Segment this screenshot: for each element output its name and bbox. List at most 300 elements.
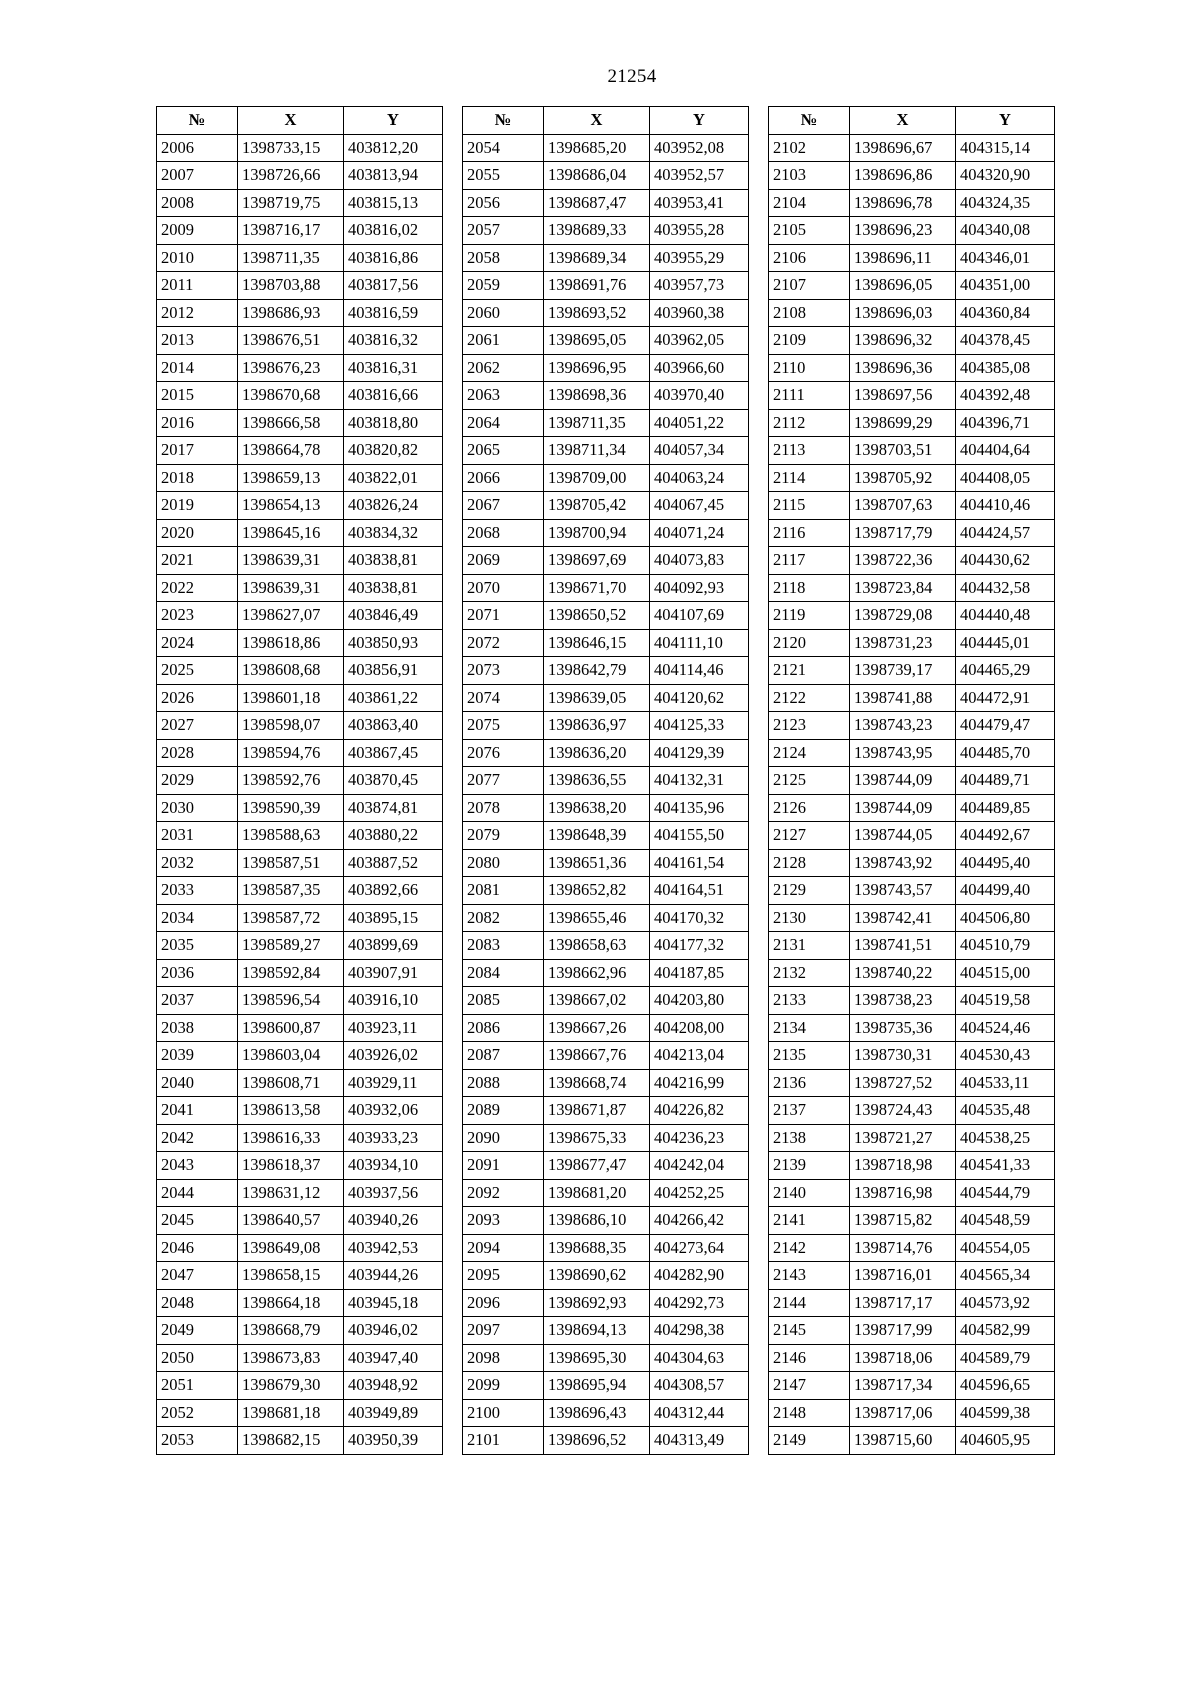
x-coordinate-cell: 1398691,76	[544, 272, 650, 300]
y-coordinate-cell: 404565,34	[956, 1262, 1055, 1290]
y-coordinate-cell: 404346,01	[956, 244, 1055, 272]
table-row	[463, 437, 749, 465]
x-coordinate-cell: 1398735,36	[850, 1014, 956, 1042]
x-coordinate-cell: 1398608,71	[238, 1069, 344, 1097]
y-coordinate-cell: 403944,26	[344, 1262, 443, 1290]
y-coordinate-cell: 403820,82	[344, 437, 443, 465]
y-coordinate-cell: 404499,40	[956, 877, 1055, 905]
table-row	[157, 1097, 443, 1125]
y-coordinate-cell: 403880,22	[344, 822, 443, 850]
y-coordinate-cell: 403895,15	[344, 904, 443, 932]
y-coordinate-cell: 404530,43	[956, 1042, 1055, 1070]
y-coordinate-cell: 403942,53	[344, 1234, 443, 1262]
y-coordinate-cell: 404111,10	[650, 629, 749, 657]
y-coordinate-cell: 404519,58	[956, 987, 1055, 1015]
table-row	[157, 712, 443, 740]
table-row	[769, 1097, 1055, 1125]
x-coordinate-cell: 1398711,35	[544, 409, 650, 437]
y-coordinate-cell: 403816,32	[344, 327, 443, 355]
y-coordinate-cell: 404424,57	[956, 519, 1055, 547]
point-number-cell: 2110	[769, 354, 850, 382]
point-number-cell: 2011	[157, 272, 238, 300]
y-coordinate-cell: 404445,01	[956, 629, 1055, 657]
y-coordinate-cell: 403957,73	[650, 272, 749, 300]
x-coordinate-cell: 1398670,68	[238, 382, 344, 410]
table-row	[463, 1399, 749, 1427]
x-coordinate-cell: 1398639,31	[238, 574, 344, 602]
table-row	[769, 629, 1055, 657]
point-number-cell: 2120	[769, 629, 850, 657]
table-row	[463, 657, 749, 685]
point-number-cell: 2119	[769, 602, 850, 630]
point-number-cell: 2129	[769, 877, 850, 905]
point-number-cell: 2104	[769, 189, 850, 217]
table-row	[769, 162, 1055, 190]
x-coordinate-cell: 1398686,93	[238, 299, 344, 327]
table-row	[157, 519, 443, 547]
y-coordinate-cell: 404129,39	[650, 739, 749, 767]
y-coordinate-cell: 403970,40	[650, 382, 749, 410]
point-number-cell: 2052	[157, 1399, 238, 1427]
point-number-cell: 2051	[157, 1372, 238, 1400]
y-coordinate-cell: 404298,38	[650, 1317, 749, 1345]
x-coordinate-cell: 1398603,04	[238, 1042, 344, 1070]
y-coordinate-cell: 404524,46	[956, 1014, 1055, 1042]
x-coordinate-cell: 1398741,51	[850, 932, 956, 960]
table-row	[769, 712, 1055, 740]
y-coordinate-cell: 403812,20	[344, 134, 443, 162]
point-number-cell: 2049	[157, 1317, 238, 1345]
y-coordinate-cell: 404385,08	[956, 354, 1055, 382]
y-coordinate-cell: 404538,25	[956, 1124, 1055, 1152]
point-number-cell: 2030	[157, 794, 238, 822]
point-number-cell: 2124	[769, 739, 850, 767]
point-number-cell: 2061	[463, 327, 544, 355]
x-coordinate-cell: 1398723,84	[850, 574, 956, 602]
table-row	[157, 987, 443, 1015]
y-coordinate-cell: 404340,08	[956, 217, 1055, 245]
x-coordinate-cell: 1398618,37	[238, 1152, 344, 1180]
table-row	[463, 602, 749, 630]
y-coordinate-cell: 404057,34	[650, 437, 749, 465]
x-coordinate-cell: 1398649,08	[238, 1234, 344, 1262]
x-coordinate-cell: 1398698,36	[544, 382, 650, 410]
point-number-cell: 2138	[769, 1124, 850, 1152]
x-coordinate-cell: 1398724,43	[850, 1097, 956, 1125]
x-coordinate-cell: 1398716,17	[238, 217, 344, 245]
y-coordinate-cell: 404161,54	[650, 849, 749, 877]
y-coordinate-cell: 403952,08	[650, 134, 749, 162]
point-number-cell: 2132	[769, 959, 850, 987]
y-coordinate-cell: 404396,71	[956, 409, 1055, 437]
x-coordinate-cell: 1398596,54	[238, 987, 344, 1015]
point-number-cell: 2097	[463, 1317, 544, 1345]
y-coordinate-cell: 404573,92	[956, 1289, 1055, 1317]
point-number-cell: 2123	[769, 712, 850, 740]
y-coordinate-cell: 403856,91	[344, 657, 443, 685]
table-row	[157, 932, 443, 960]
table-row	[157, 1152, 443, 1180]
x-coordinate-cell: 1398696,36	[850, 354, 956, 382]
y-coordinate-cell: 403962,05	[650, 327, 749, 355]
y-coordinate-cell: 404252,25	[650, 1179, 749, 1207]
point-number-cell: 2109	[769, 327, 850, 355]
x-coordinate-cell: 1398743,95	[850, 739, 956, 767]
x-coordinate-cell: 1398676,51	[238, 327, 344, 355]
y-coordinate-cell: 404544,79	[956, 1179, 1055, 1207]
x-coordinate-cell: 1398717,79	[850, 519, 956, 547]
y-coordinate-cell: 404051,22	[650, 409, 749, 437]
table-row	[769, 272, 1055, 300]
x-coordinate-cell: 1398636,20	[544, 739, 650, 767]
y-coordinate-cell: 403937,56	[344, 1179, 443, 1207]
y-coordinate-cell: 403850,93	[344, 629, 443, 657]
x-coordinate-cell: 1398642,79	[544, 657, 650, 685]
table-row	[769, 1234, 1055, 1262]
table-row	[157, 1207, 443, 1235]
point-number-cell: 2085	[463, 987, 544, 1015]
table-row	[157, 1289, 443, 1317]
table-row	[769, 217, 1055, 245]
table-row	[769, 1262, 1055, 1290]
point-number-cell: 2121	[769, 657, 850, 685]
table-row	[769, 437, 1055, 465]
table-row	[157, 327, 443, 355]
table-row	[463, 492, 749, 520]
table-row	[769, 464, 1055, 492]
table-row	[463, 877, 749, 905]
y-coordinate-cell: 403861,22	[344, 684, 443, 712]
table-row	[157, 382, 443, 410]
point-number-cell: 2139	[769, 1152, 850, 1180]
table-row	[463, 849, 749, 877]
x-coordinate-cell: 1398689,34	[544, 244, 650, 272]
x-coordinate-cell: 1398627,07	[238, 602, 344, 630]
table-row	[769, 1152, 1055, 1180]
point-number-cell: 2028	[157, 739, 238, 767]
y-coordinate-cell: 403813,94	[344, 162, 443, 190]
point-number-cell: 2024	[157, 629, 238, 657]
table-row	[157, 574, 443, 602]
table-row	[769, 1399, 1055, 1427]
y-coordinate-cell: 403817,56	[344, 272, 443, 300]
x-coordinate-cell: 1398743,57	[850, 877, 956, 905]
x-coordinate-cell: 1398711,35	[238, 244, 344, 272]
x-coordinate-cell: 1398717,17	[850, 1289, 956, 1317]
x-coordinate-cell: 1398639,31	[238, 547, 344, 575]
point-number-cell: 2115	[769, 492, 850, 520]
table-row	[157, 162, 443, 190]
table-row	[769, 932, 1055, 960]
table-row	[769, 1372, 1055, 1400]
column-header-x: X	[238, 107, 344, 135]
point-number-cell: 2072	[463, 629, 544, 657]
x-coordinate-cell: 1398711,34	[544, 437, 650, 465]
y-coordinate-cell: 404589,79	[956, 1344, 1055, 1372]
table-row	[157, 354, 443, 382]
y-coordinate-cell: 403929,11	[344, 1069, 443, 1097]
x-coordinate-cell: 1398671,87	[544, 1097, 650, 1125]
point-number-cell: 2095	[463, 1262, 544, 1290]
table-row	[463, 904, 749, 932]
x-coordinate-cell: 1398587,72	[238, 904, 344, 932]
table-row	[157, 684, 443, 712]
column-header-number: №	[769, 107, 850, 135]
point-number-cell: 2080	[463, 849, 544, 877]
table-row	[769, 1207, 1055, 1235]
point-number-cell: 2091	[463, 1152, 544, 1180]
x-coordinate-cell: 1398668,74	[544, 1069, 650, 1097]
x-coordinate-cell: 1398744,09	[850, 767, 956, 795]
x-coordinate-cell: 1398592,76	[238, 767, 344, 795]
table-row	[463, 464, 749, 492]
x-coordinate-cell: 1398616,33	[238, 1124, 344, 1152]
table-row	[157, 1399, 443, 1427]
table-row	[769, 822, 1055, 850]
point-number-cell: 2037	[157, 987, 238, 1015]
point-number-cell: 2111	[769, 382, 850, 410]
y-coordinate-cell: 404213,04	[650, 1042, 749, 1070]
point-number-cell: 2065	[463, 437, 544, 465]
x-coordinate-cell: 1398696,43	[544, 1399, 650, 1427]
point-number-cell: 2076	[463, 739, 544, 767]
x-coordinate-cell: 1398589,27	[238, 932, 344, 960]
point-number-cell: 2067	[463, 492, 544, 520]
y-coordinate-cell: 404226,82	[650, 1097, 749, 1125]
point-number-cell: 2062	[463, 354, 544, 382]
x-coordinate-cell: 1398744,05	[850, 822, 956, 850]
point-number-cell: 2114	[769, 464, 850, 492]
point-number-cell: 2113	[769, 437, 850, 465]
point-number-cell: 2100	[463, 1399, 544, 1427]
y-coordinate-cell: 403945,18	[344, 1289, 443, 1317]
point-number-cell: 2042	[157, 1124, 238, 1152]
y-coordinate-cell: 404489,71	[956, 767, 1055, 795]
x-coordinate-cell: 1398714,76	[850, 1234, 956, 1262]
x-coordinate-cell: 1398666,58	[238, 409, 344, 437]
table-row	[463, 1344, 749, 1372]
point-number-cell: 2071	[463, 602, 544, 630]
y-coordinate-cell: 404360,84	[956, 299, 1055, 327]
y-coordinate-cell: 403923,11	[344, 1014, 443, 1042]
y-coordinate-cell: 403822,01	[344, 464, 443, 492]
point-number-cell: 2018	[157, 464, 238, 492]
table-row	[463, 1262, 749, 1290]
y-coordinate-cell: 404548,59	[956, 1207, 1055, 1235]
x-coordinate-cell: 1398693,52	[544, 299, 650, 327]
y-coordinate-cell: 403816,31	[344, 354, 443, 382]
table-row	[769, 134, 1055, 162]
table-row	[463, 987, 749, 1015]
y-coordinate-cell: 404063,24	[650, 464, 749, 492]
y-coordinate-cell: 404430,62	[956, 547, 1055, 575]
point-number-cell: 2027	[157, 712, 238, 740]
table-row	[769, 1124, 1055, 1152]
y-coordinate-cell: 403834,32	[344, 519, 443, 547]
y-coordinate-cell: 403863,40	[344, 712, 443, 740]
y-coordinate-cell: 403816,86	[344, 244, 443, 272]
x-coordinate-cell: 1398671,70	[544, 574, 650, 602]
y-coordinate-cell: 403816,02	[344, 217, 443, 245]
x-coordinate-cell: 1398703,51	[850, 437, 956, 465]
table-row	[463, 1152, 749, 1180]
point-number-cell: 2137	[769, 1097, 850, 1125]
table-row	[769, 1289, 1055, 1317]
table-row	[463, 1069, 749, 1097]
x-coordinate-cell: 1398696,95	[544, 354, 650, 382]
table-row	[769, 794, 1055, 822]
y-coordinate-cell: 404107,69	[650, 602, 749, 630]
point-number-cell: 2029	[157, 767, 238, 795]
point-number-cell: 2033	[157, 877, 238, 905]
point-number-cell: 2012	[157, 299, 238, 327]
y-coordinate-cell: 404554,05	[956, 1234, 1055, 1262]
y-coordinate-cell: 404432,58	[956, 574, 1055, 602]
x-coordinate-cell: 1398731,23	[850, 629, 956, 657]
table-row	[157, 1234, 443, 1262]
table-row	[463, 932, 749, 960]
y-coordinate-cell: 403846,49	[344, 602, 443, 630]
y-coordinate-cell: 404315,14	[956, 134, 1055, 162]
x-coordinate-cell: 1398658,63	[544, 932, 650, 960]
table-row	[463, 519, 749, 547]
column-header-number: №	[157, 107, 238, 135]
table-row	[463, 1207, 749, 1235]
x-coordinate-cell: 1398676,23	[238, 354, 344, 382]
x-coordinate-cell: 1398727,52	[850, 1069, 956, 1097]
table-row	[769, 519, 1055, 547]
table-row	[463, 327, 749, 355]
point-number-cell: 2035	[157, 932, 238, 960]
point-number-cell: 2058	[463, 244, 544, 272]
y-coordinate-cell: 404320,90	[956, 162, 1055, 190]
x-coordinate-cell: 1398659,13	[238, 464, 344, 492]
x-coordinate-cell: 1398687,47	[544, 189, 650, 217]
point-number-cell: 2064	[463, 409, 544, 437]
y-coordinate-cell: 404282,90	[650, 1262, 749, 1290]
x-coordinate-cell: 1398664,18	[238, 1289, 344, 1317]
point-number-cell: 2134	[769, 1014, 850, 1042]
y-coordinate-cell: 404492,67	[956, 822, 1055, 850]
point-number-cell: 2007	[157, 162, 238, 190]
y-coordinate-cell: 404378,45	[956, 327, 1055, 355]
table-row	[463, 1234, 749, 1262]
point-number-cell: 2106	[769, 244, 850, 272]
table-row	[157, 602, 443, 630]
y-coordinate-cell: 404092,93	[650, 574, 749, 602]
point-number-cell: 2083	[463, 932, 544, 960]
point-number-cell: 2070	[463, 574, 544, 602]
table-row	[769, 1014, 1055, 1042]
point-number-cell: 2069	[463, 547, 544, 575]
y-coordinate-cell: 404541,33	[956, 1152, 1055, 1180]
x-coordinate-cell: 1398717,99	[850, 1317, 956, 1345]
x-coordinate-cell: 1398664,78	[238, 437, 344, 465]
x-coordinate-cell: 1398705,92	[850, 464, 956, 492]
table-row	[157, 1262, 443, 1290]
x-coordinate-cell: 1398686,04	[544, 162, 650, 190]
table-row	[157, 272, 443, 300]
x-coordinate-cell: 1398682,15	[238, 1427, 344, 1455]
point-number-cell: 2103	[769, 162, 850, 190]
point-number-cell: 2044	[157, 1179, 238, 1207]
table-row	[769, 684, 1055, 712]
table-row	[157, 849, 443, 877]
x-coordinate-cell: 1398696,05	[850, 272, 956, 300]
x-coordinate-cell: 1398613,58	[238, 1097, 344, 1125]
y-coordinate-cell: 403892,66	[344, 877, 443, 905]
point-number-cell: 2043	[157, 1152, 238, 1180]
y-coordinate-cell: 403907,91	[344, 959, 443, 987]
table-row	[157, 244, 443, 272]
x-coordinate-cell: 1398689,33	[544, 217, 650, 245]
table-row	[157, 739, 443, 767]
point-number-cell: 2093	[463, 1207, 544, 1235]
y-coordinate-cell: 404067,45	[650, 492, 749, 520]
point-number-cell: 2148	[769, 1399, 850, 1427]
point-number-cell: 2146	[769, 1344, 850, 1372]
x-coordinate-cell: 1398729,08	[850, 602, 956, 630]
coordinate-table-1	[156, 106, 443, 1455]
x-coordinate-cell: 1398592,84	[238, 959, 344, 987]
x-coordinate-cell: 1398695,94	[544, 1372, 650, 1400]
column-header-x: X	[544, 107, 650, 135]
x-coordinate-cell: 1398718,98	[850, 1152, 956, 1180]
table-row	[463, 1289, 749, 1317]
y-coordinate-cell: 404313,49	[650, 1427, 749, 1455]
y-coordinate-cell: 404266,42	[650, 1207, 749, 1235]
point-number-cell: 2023	[157, 602, 238, 630]
point-number-cell: 2046	[157, 1234, 238, 1262]
x-coordinate-cell: 1398640,57	[238, 1207, 344, 1235]
table-row	[463, 684, 749, 712]
table-row	[769, 959, 1055, 987]
point-number-cell: 2060	[463, 299, 544, 327]
point-number-cell: 2140	[769, 1179, 850, 1207]
table-row	[463, 272, 749, 300]
column-header-y: Y	[344, 107, 443, 135]
y-coordinate-cell: 403816,59	[344, 299, 443, 327]
table-row	[463, 1179, 749, 1207]
y-coordinate-cell: 404216,99	[650, 1069, 749, 1097]
header-row	[463, 107, 749, 135]
x-coordinate-cell: 1398743,23	[850, 712, 956, 740]
point-number-cell: 2118	[769, 574, 850, 602]
table-row	[463, 547, 749, 575]
table-row	[157, 299, 443, 327]
table-row	[157, 437, 443, 465]
point-number-cell: 2128	[769, 849, 850, 877]
point-number-cell: 2026	[157, 684, 238, 712]
y-coordinate-cell: 404308,57	[650, 1372, 749, 1400]
table-row	[157, 1427, 443, 1455]
x-coordinate-cell: 1398696,23	[850, 217, 956, 245]
table-row	[769, 1427, 1055, 1455]
x-coordinate-cell: 1398681,20	[544, 1179, 650, 1207]
y-coordinate-cell: 403932,06	[344, 1097, 443, 1125]
y-coordinate-cell: 404236,23	[650, 1124, 749, 1152]
point-number-cell: 2074	[463, 684, 544, 712]
point-number-cell: 2016	[157, 409, 238, 437]
point-number-cell: 2099	[463, 1372, 544, 1400]
y-coordinate-cell: 403949,89	[344, 1399, 443, 1427]
x-coordinate-cell: 1398733,15	[238, 134, 344, 162]
y-coordinate-cell: 404135,96	[650, 794, 749, 822]
table-row	[769, 574, 1055, 602]
x-coordinate-cell: 1398738,23	[850, 987, 956, 1015]
point-number-cell: 2054	[463, 134, 544, 162]
header-row	[157, 107, 443, 135]
